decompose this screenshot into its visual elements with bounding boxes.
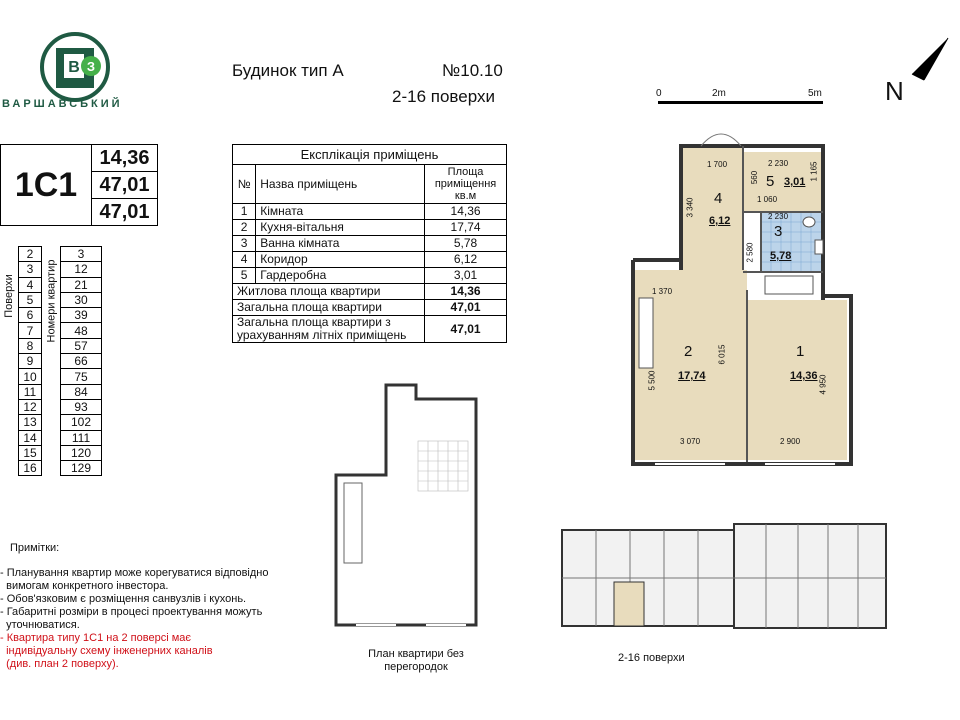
floor-plan-caption: 2-16 поверхи [618,652,685,664]
logo-letter-v: В [68,59,80,76]
apartment-number-cell: 129 [61,461,102,476]
total-area: 14,36 [425,284,507,300]
scale-label-2m: 2m [712,88,726,99]
apartment-code: 1С1 [1,145,92,225]
total-name: Загальна площа квартири [233,300,425,316]
apartment-number-cell: 57 [61,338,102,353]
apartments-column-title: Номери квартир [45,259,58,343]
floor-cell: 13 [19,415,42,430]
dim-2580: 2 580 [745,242,755,263]
explication-area: 5,78 [425,236,507,252]
floor-cell: 4 [19,277,42,292]
floors-range: 2-16 поверхи [392,87,495,106]
explication-num: 2 [233,220,256,236]
explication-area: 17,74 [425,220,507,236]
apartment-number-cell: 39 [61,308,102,323]
room-1-number: 1 [796,343,805,360]
note-line-important: індивідуальну схему інженерних каналів [0,645,213,657]
apartment-number-cell: 12 [61,262,102,277]
area-total-summer: 47,01 [99,201,150,223]
dim-1370: 1 370 [652,287,673,296]
logo-letter-z: З [86,59,96,74]
brand-name: ВАРШАВСЬКИЙ [2,98,123,110]
note-line-important: (див. план 2 поверху). [0,658,119,670]
apartment-number-cell: 111 [61,430,102,445]
apartment-number-cell: 21 [61,277,102,292]
scale-bar [650,88,840,108]
explication-table [232,144,507,343]
explication-num: 5 [233,268,256,284]
apartment-number-cell: 102 [61,415,102,430]
apartment-number-cell: 30 [61,292,102,307]
room-4-area: 6,12 [709,215,731,227]
apartment-number-cell: 120 [61,445,102,460]
floor-cell: 15 [19,445,42,460]
floor-cell: 10 [19,369,42,384]
total-area: 47,01 [425,300,507,316]
header-num: № [233,165,256,204]
scale-label-5m: 5m [808,88,822,99]
room-2-number: 2 [684,343,693,360]
total-name: Загальна площа квартири з урахуванням літніх приміщень [233,316,425,343]
dim-560: 560 [750,170,760,185]
room-5-area: 3,01 [784,176,806,188]
dim-4950: 4 950 [818,374,828,395]
floor-cell: 8 [19,338,42,353]
explication-row [233,268,507,284]
dim-1060: 1 060 [757,195,778,204]
room-2-area: 17,74 [678,370,706,382]
explication-row [233,204,507,220]
room-3-area: 5,78 [770,250,792,262]
apartment-number-cell: 93 [61,399,102,414]
dim-1700: 1 700 [707,160,728,169]
compass [882,36,960,106]
note-line: - Габаритні розміри в процесі проектування можуть [0,606,263,618]
plan-number: №10.10 [442,61,503,80]
apartment-number-cell: 84 [61,384,102,399]
dim-2230-mid: 2 230 [768,212,789,221]
explication-name: Коридор [256,252,425,268]
apartment-number-cell: 48 [61,323,102,338]
explication-row [233,236,507,252]
floor-cell: 7 [19,323,42,338]
apartment-code-box [0,144,158,226]
explication-total-row [233,284,507,300]
room-1-area: 14,36 [790,370,818,382]
explication-name: Кімната [256,204,425,220]
header-name: Назва приміщень [256,165,425,204]
plan-without-partitions [326,375,502,637]
total-area: 47,01 [425,316,507,343]
explication-name: Ванна кімната [256,236,425,252]
dim-2230-top: 2 230 [768,159,789,168]
dim-6015: 6 015 [717,344,727,365]
notes-list [0,567,268,671]
total-name: Житлова площа квартири [233,284,425,300]
explication-row [233,220,507,236]
scale-label-0: 0 [656,88,662,99]
no-walls-caption: План квартири без перегородок [368,648,464,673]
apartments-table [60,246,102,476]
floor-cell: 3 [19,262,42,277]
floor-cell: 14 [19,430,42,445]
explication-row [233,252,507,268]
floor-cell: 2 [19,247,42,262]
explication-num: 3 [233,236,256,252]
explication-title: Експлікація приміщень [233,145,507,165]
dim-1165: 1 165 [809,161,819,182]
house-type: Будинок тип А [232,61,344,80]
dim-2900: 2 900 [780,437,801,446]
header-area: Площа приміщення кв.м [425,165,507,204]
explication-name: Гардеробна [256,268,425,284]
floor-cell: 16 [19,461,42,476]
floor-cell: 12 [19,399,42,414]
apartment-number-cell: 3 [61,247,102,262]
compass-label: N [885,76,904,106]
notes-title: Примітки: [10,542,60,554]
explication-area: 6,12 [425,252,507,268]
explication-num: 4 [233,252,256,268]
explication-area: 3,01 [425,268,507,284]
dim-5500: 5 500 [647,370,657,391]
floor-cell: 6 [19,308,42,323]
area-total: 47,01 [92,172,157,199]
explication-num: 1 [233,204,256,220]
explication-area: 14,36 [425,204,507,220]
note-line: вимогам конкретного інвестора. [0,580,169,592]
floor-cell: 9 [19,354,42,369]
dim-3070: 3 070 [680,437,701,446]
floors-column-title: Поверхи [3,274,16,318]
dim-3340: 3 340 [685,197,695,218]
floor-plan-thumbnail [556,522,890,634]
area-living: 14,36 [92,145,157,172]
room-3-number: 3 [774,223,783,240]
explication-total-row [233,300,507,316]
floor-cell: 11 [19,384,42,399]
floor-cell: 5 [19,292,42,307]
room-5-number: 5 [766,173,775,190]
note-line: - Обов'язковим є розміщення санвузлів і кухонь. [0,593,247,605]
note-line: - Планування квартир може корегуватися відповідно [0,567,269,579]
note-line-important: - Квартира типу 1С1 на 2 поверсі має [0,632,191,644]
apartment-number-cell: 66 [61,354,102,369]
floors-table [18,246,42,476]
explication-total-row [233,316,507,343]
apartment-number-cell: 75 [61,369,102,384]
room-4-number: 4 [714,190,723,207]
note-line: уточнюватися. [0,619,80,631]
explication-name: Кухня-вітальня [256,220,425,236]
